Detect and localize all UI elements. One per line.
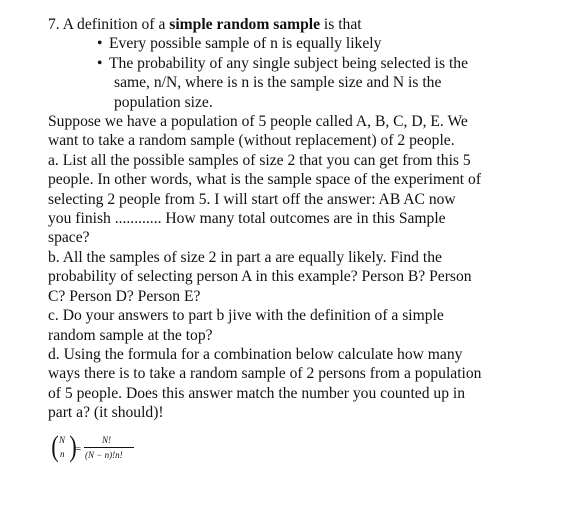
- body-line: you finish ............ How many total outcomes are in this Sample: [48, 210, 446, 228]
- combination-formula: [50, 432, 170, 466]
- body-line: probability of selecting person A in this example? Person B? Person: [48, 268, 472, 286]
- body-line: ways there is to take a random sample of 2 persons from a population: [48, 365, 482, 383]
- bullet-icon: •: [97, 54, 103, 72]
- body-line: space?: [48, 229, 90, 247]
- binomial-bottom: n: [60, 449, 65, 459]
- body-line: Suppose we have a population of 5 people called A, B, C, D, E. We: [48, 113, 468, 131]
- heading-bold-term: simple random sample: [169, 16, 321, 33]
- body-line: d. Using the formula for a combination below calculate how many: [48, 345, 463, 363]
- heading-prefix: 7. A definition of a: [48, 16, 170, 33]
- bullet-icon: •: [97, 35, 103, 53]
- body-line: part a? (it should)!: [48, 404, 164, 422]
- bullet-text: Every possible sample of n is equally likely: [109, 35, 382, 53]
- fraction-numerator: N!: [102, 435, 111, 445]
- bullet-continuation: population size.: [114, 93, 213, 111]
- body-line: of 5 people. Does this answer match the number you counted up in: [48, 384, 466, 402]
- bullet-item: [48, 54, 574, 73]
- body-line: want to take a random sample (without replacement) of 2 people.: [48, 132, 455, 150]
- question-heading: [48, 15, 574, 34]
- body-line: people. In other words, what is the sample space of the experiment of: [48, 171, 482, 189]
- body-line: C? Person D? Person E?: [48, 287, 201, 305]
- bullet-item: [48, 34, 574, 53]
- body-line: random sample at the top?: [48, 326, 213, 344]
- binomial-top: N: [59, 435, 66, 445]
- body-line: a. List all the possible samples of size 2 that you can get from this 5: [48, 151, 471, 169]
- bullet-text: The probability of any single subject being selected is the: [109, 54, 468, 72]
- binomial-parentheses: ( ): [51, 430, 77, 463]
- heading-suffix: is that: [320, 16, 362, 33]
- fraction-denominator: (N − n)!n!: [85, 450, 123, 460]
- bullet-continuation: same, n/N, where is n is the sample size and N is the: [114, 74, 442, 92]
- fraction-bar: [84, 447, 134, 448]
- body-line: c. Do your answers to part b jive with the definition of a simple: [48, 307, 444, 325]
- body-line: selecting 2 people from 5. I will start off the answer: AB AC now: [48, 190, 456, 208]
- question-text: [48, 15, 574, 423]
- body-line: b. All the samples of size 2 in part a are equally likely. Find the: [48, 248, 442, 266]
- equals-sign: =: [75, 443, 82, 455]
